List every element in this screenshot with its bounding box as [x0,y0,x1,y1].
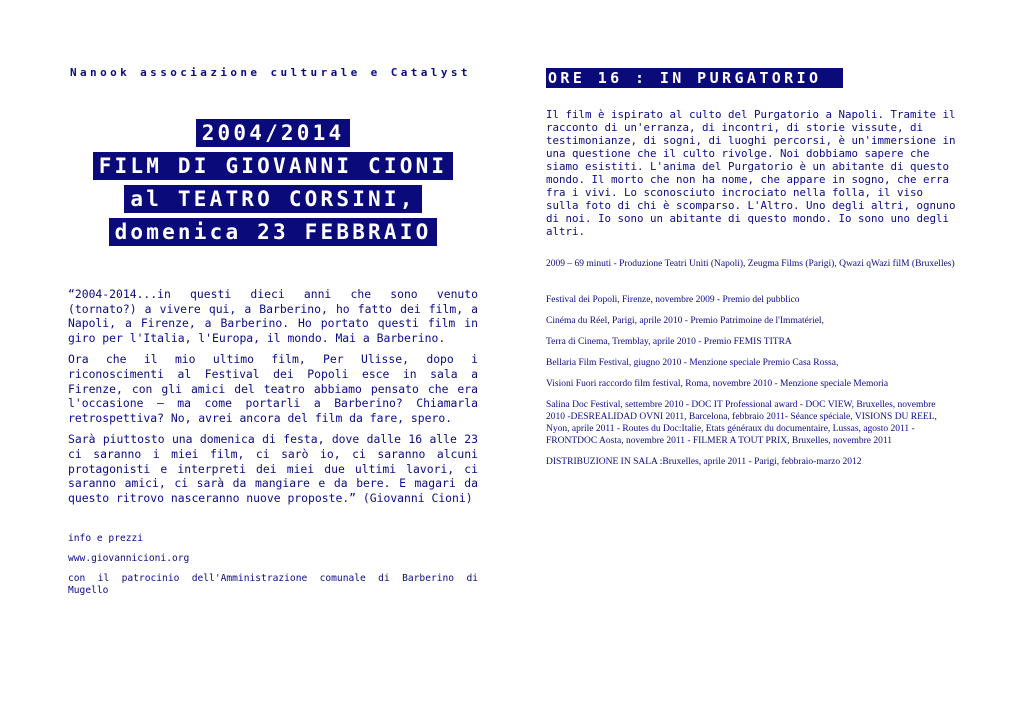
title-line: al TEATRO CORSINI, [124,185,421,213]
title-line: domenica 23 FEBBRAIO [109,218,438,246]
screening-heading: ORE 16 : IN PURGATORIO [546,68,843,88]
quote-paragraph: Ora che il mio ultimo film, Per Ulisse, dopo i riconoscimenti al Festival dei Popoli esce in sala a Firenze, con gli amici del teatro abbiamo pensato che era l'occasione – ma come portarli a Barberino? Chiamarla retrospettiva? No, avrei ancora del film da fare, spero. [68,352,478,425]
website-link[interactable]: www.giovannicioni.org [68,553,190,565]
right-column [546,68,956,477]
festival-list [546,294,956,468]
festival-item: Salina Doc Festival, settembre 2010 - DOC IT Professional award - DOC VIEW, Bruxelles, novembre 2010 -DESREALIDAD OVNI 2011, Barcelona, febbraio 2011- Séance spéciale, VISIONS DU REEL, Nyon, aprile 2011 - Routes du Doc:Italie, Etats généraux du documentaire, Lussas, agosto 2011 - FRONTDOC Aosta, novembre 2011 - FILMER A TOUT PRIX, Bruxelles, novembre 2011 [546,400,937,446]
festival-item: Festival dei Popoli, Firenze, novembre 2009 - Premio del pubblico [546,295,800,305]
production-credits: 2009 – 69 minuti - Produzione Teatri Uniti (Napoli), Zeugma Films (Parigi), Qwazi qWazi filM (Bruxelles) [546,259,955,269]
info-label: info e prezzi [68,533,144,545]
title-line: 2004/2014 [196,119,351,147]
festival-item: Cinéma du Réel, Parigi, aprile 2010 - Premio Patrimoine de l'Immatériel, [546,316,824,326]
festival-item: DISTRIBUZIONE IN SALA :Bruxelles, aprile 2011 - Parigi, febbraio-marzo 2012 [546,457,862,467]
quote-paragraph: “2004-2014...in questi dieci anni che sono venuto (tornato?) a vivere qui, a Barberino, ho fatto dei film, a Napoli, a Firenze, a Barberino. Ho portato questi film in giro per l'Italia, l'Europa, il mondo. Mai a Barberino. [68,287,478,345]
film-synopsis: Il film è ispirato al culto del Purgatorio a Napoli. Tramite il racconto di un'erranza, di incontri, di storie vissute, di testimonianze, di sogni, di luoghi percorsi, è un'immersione in una questione che il culto rivolge. Noi dobbiamo sapere che siamo esistiti. L'anima del Purgatorio è un abitante di questo mondo. Il morto che non ha nome, che appare in sogno, che erra fra i vivi. Lo sconosciuto incrociato nella folla, il viso sulla foto di chi è scomparso. L'Altro. Uno degli altri, ognuno di noi. Io sono un abitante di questo mondo. Io sono uno degli altri. [546,108,956,238]
info-section [68,533,478,597]
festival-item: Bellaria Film Festival, giugno 2010 - Menzione speciale Premio Casa Rossa, [546,358,839,368]
director-quote [68,287,478,505]
organizer-line: Nanook associazione culturale e Catalyst [70,66,471,79]
left-column [68,66,478,605]
quote-paragraph: Sarà piuttosto una domenica di festa, dove dalle 16 alle 23 ci saranno i miei film, ci sarò io, ci saranno alcuni protagonisti e interpreti dei miei due ultimi lavori, ci saranno amici, ci sarà da mangiare e da bere. E magari da questo ritrovo nasceranno nuove proposte.” (Giovanni Cioni) [68,432,478,505]
title-line: FILM DI GIOVANNI CIONI [93,152,454,180]
event-title [68,119,478,251]
festival-item: Terra di Cinema, Tremblay, aprile 2010 - Premio FEMIS TITRA [546,337,792,347]
festival-item: Visioni Fuori raccordo film festival, Roma, novembre 2010 - Menzione speciale Memoria [546,379,889,389]
patronage-note: con il patrocinio dell'Amministrazione comunale di Barberino di Mugello [68,573,478,597]
